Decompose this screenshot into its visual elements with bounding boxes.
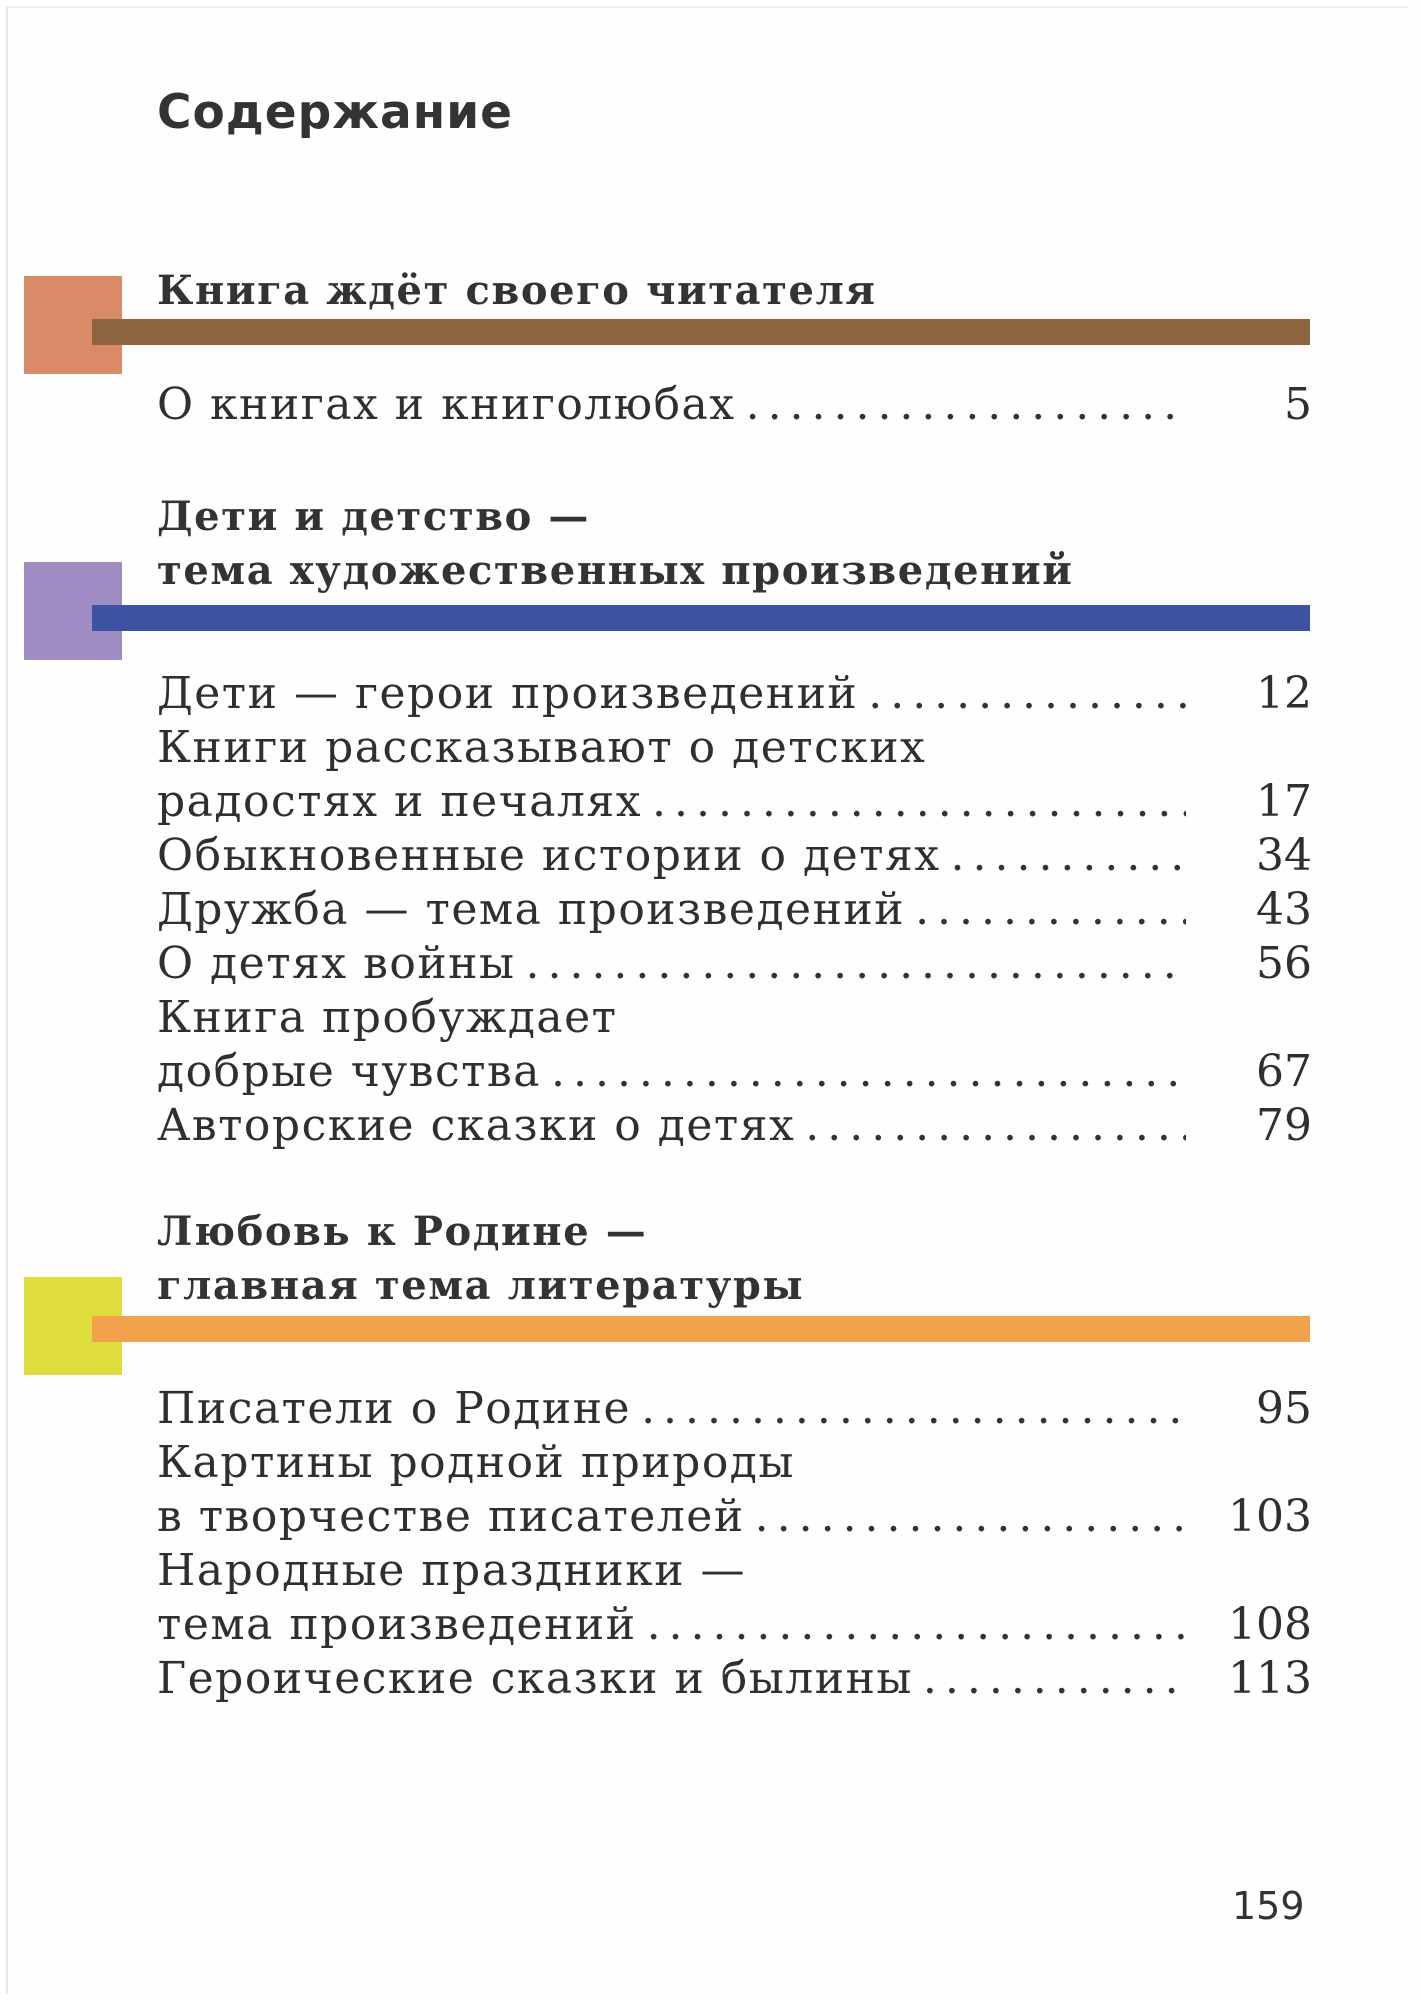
toc-entry-text: Дружба — тема произведений bbox=[157, 884, 906, 935]
toc-entry[interactable] bbox=[157, 1598, 1312, 1652]
toc-entry-page: 79 bbox=[1256, 1100, 1312, 1151]
section-title bbox=[157, 1205, 804, 1313]
toc-entry-page: 56 bbox=[1256, 938, 1312, 989]
toc-entry-text: Писатели о Родине bbox=[157, 1383, 632, 1434]
section-entries bbox=[157, 667, 1312, 1153]
toc-entry-line[interactable] bbox=[157, 991, 1312, 1045]
toc-entry-line[interactable] bbox=[157, 1436, 1312, 1490]
toc-entry-page: 34 bbox=[1256, 830, 1312, 881]
section-color-bar bbox=[92, 319, 1310, 345]
toc-entry[interactable] bbox=[157, 1099, 1312, 1153]
toc-entry-page: 12 bbox=[1256, 668, 1312, 719]
section-title-line: Дети и детство — bbox=[157, 493, 591, 540]
section-color-bar bbox=[92, 1316, 1310, 1342]
toc-entry[interactable] bbox=[157, 1490, 1312, 1544]
leader-dots bbox=[641, 1382, 1186, 1436]
toc-entry-text: Авторские сказки о детях bbox=[157, 1100, 796, 1151]
section-title-line: Любовь к Родине — bbox=[157, 1208, 648, 1255]
leader-dots bbox=[652, 775, 1186, 829]
leader-dots bbox=[951, 829, 1186, 883]
leader-dots bbox=[868, 667, 1186, 721]
leader-dots bbox=[647, 1598, 1186, 1652]
toc-entry-text: радостях и печалях bbox=[157, 776, 643, 827]
leader-dots bbox=[915, 883, 1186, 937]
toc-entry-page: 5 bbox=[1284, 379, 1312, 430]
toc-entry-text: О книгах и книголюбах bbox=[157, 379, 736, 430]
toc-entry-line[interactable] bbox=[157, 721, 1312, 775]
toc-entry-text: в творчестве писателей bbox=[157, 1491, 745, 1542]
toc-entry[interactable] bbox=[157, 1382, 1312, 1436]
toc-entry[interactable] bbox=[157, 829, 1312, 883]
toc-entry-text: Обыкновенные истории о детях bbox=[157, 830, 941, 881]
section-title-line: тема художественных произведений bbox=[157, 547, 1074, 594]
toc-entry-page: 108 bbox=[1228, 1599, 1312, 1650]
section-title bbox=[157, 490, 1074, 598]
section-entries bbox=[157, 378, 1312, 432]
leader-dots bbox=[755, 1490, 1186, 1544]
page-title: Содержание bbox=[157, 85, 514, 140]
leader-dots bbox=[746, 378, 1186, 432]
toc-entry[interactable] bbox=[157, 1045, 1312, 1099]
toc-entry-text: Дети — герои произведений bbox=[157, 668, 859, 719]
toc-entry-page: 95 bbox=[1256, 1383, 1312, 1434]
section-title-line: Книга ждёт своего читателя bbox=[157, 267, 877, 314]
leader-dots bbox=[923, 1652, 1186, 1706]
section-title bbox=[157, 264, 877, 318]
toc-entry-page: 67 bbox=[1256, 1046, 1312, 1097]
leader-dots bbox=[805, 1099, 1186, 1153]
leader-dots bbox=[526, 937, 1186, 991]
toc-entry-page: 43 bbox=[1256, 884, 1312, 935]
leader-dots bbox=[551, 1045, 1186, 1099]
toc-entry-page: 113 bbox=[1228, 1653, 1312, 1704]
page-number: 159 bbox=[1232, 1884, 1305, 1928]
toc-entry[interactable] bbox=[157, 667, 1312, 721]
toc-entry[interactable] bbox=[157, 378, 1312, 432]
toc-entry-text: Героические сказки и былины bbox=[157, 1653, 913, 1704]
section-title-line: главная тема литературы bbox=[157, 1262, 805, 1309]
toc-entry-text: Народные праздники — bbox=[157, 1545, 747, 1596]
toc-entry-text: Книги рассказывают о детских bbox=[157, 722, 927, 773]
toc-entry[interactable] bbox=[157, 775, 1312, 829]
toc-entry-page: 103 bbox=[1228, 1491, 1312, 1542]
toc-entry-page: 17 bbox=[1256, 776, 1312, 827]
toc-entry-line[interactable] bbox=[157, 1544, 1312, 1598]
toc-entry-text: Книга пробуждает bbox=[157, 992, 618, 1043]
toc-entry[interactable] bbox=[157, 1652, 1312, 1706]
toc-entry-text: О детях войны bbox=[157, 938, 516, 989]
toc-entry[interactable] bbox=[157, 937, 1312, 991]
toc-entry-text: добрые чувства bbox=[157, 1046, 542, 1097]
toc-entry[interactable] bbox=[157, 883, 1312, 937]
section-entries bbox=[157, 1382, 1312, 1706]
toc-entry-text: Картины родной природы bbox=[157, 1437, 795, 1488]
section-color-bar bbox=[92, 605, 1310, 631]
toc-entry-text: тема произведений bbox=[157, 1599, 637, 1650]
